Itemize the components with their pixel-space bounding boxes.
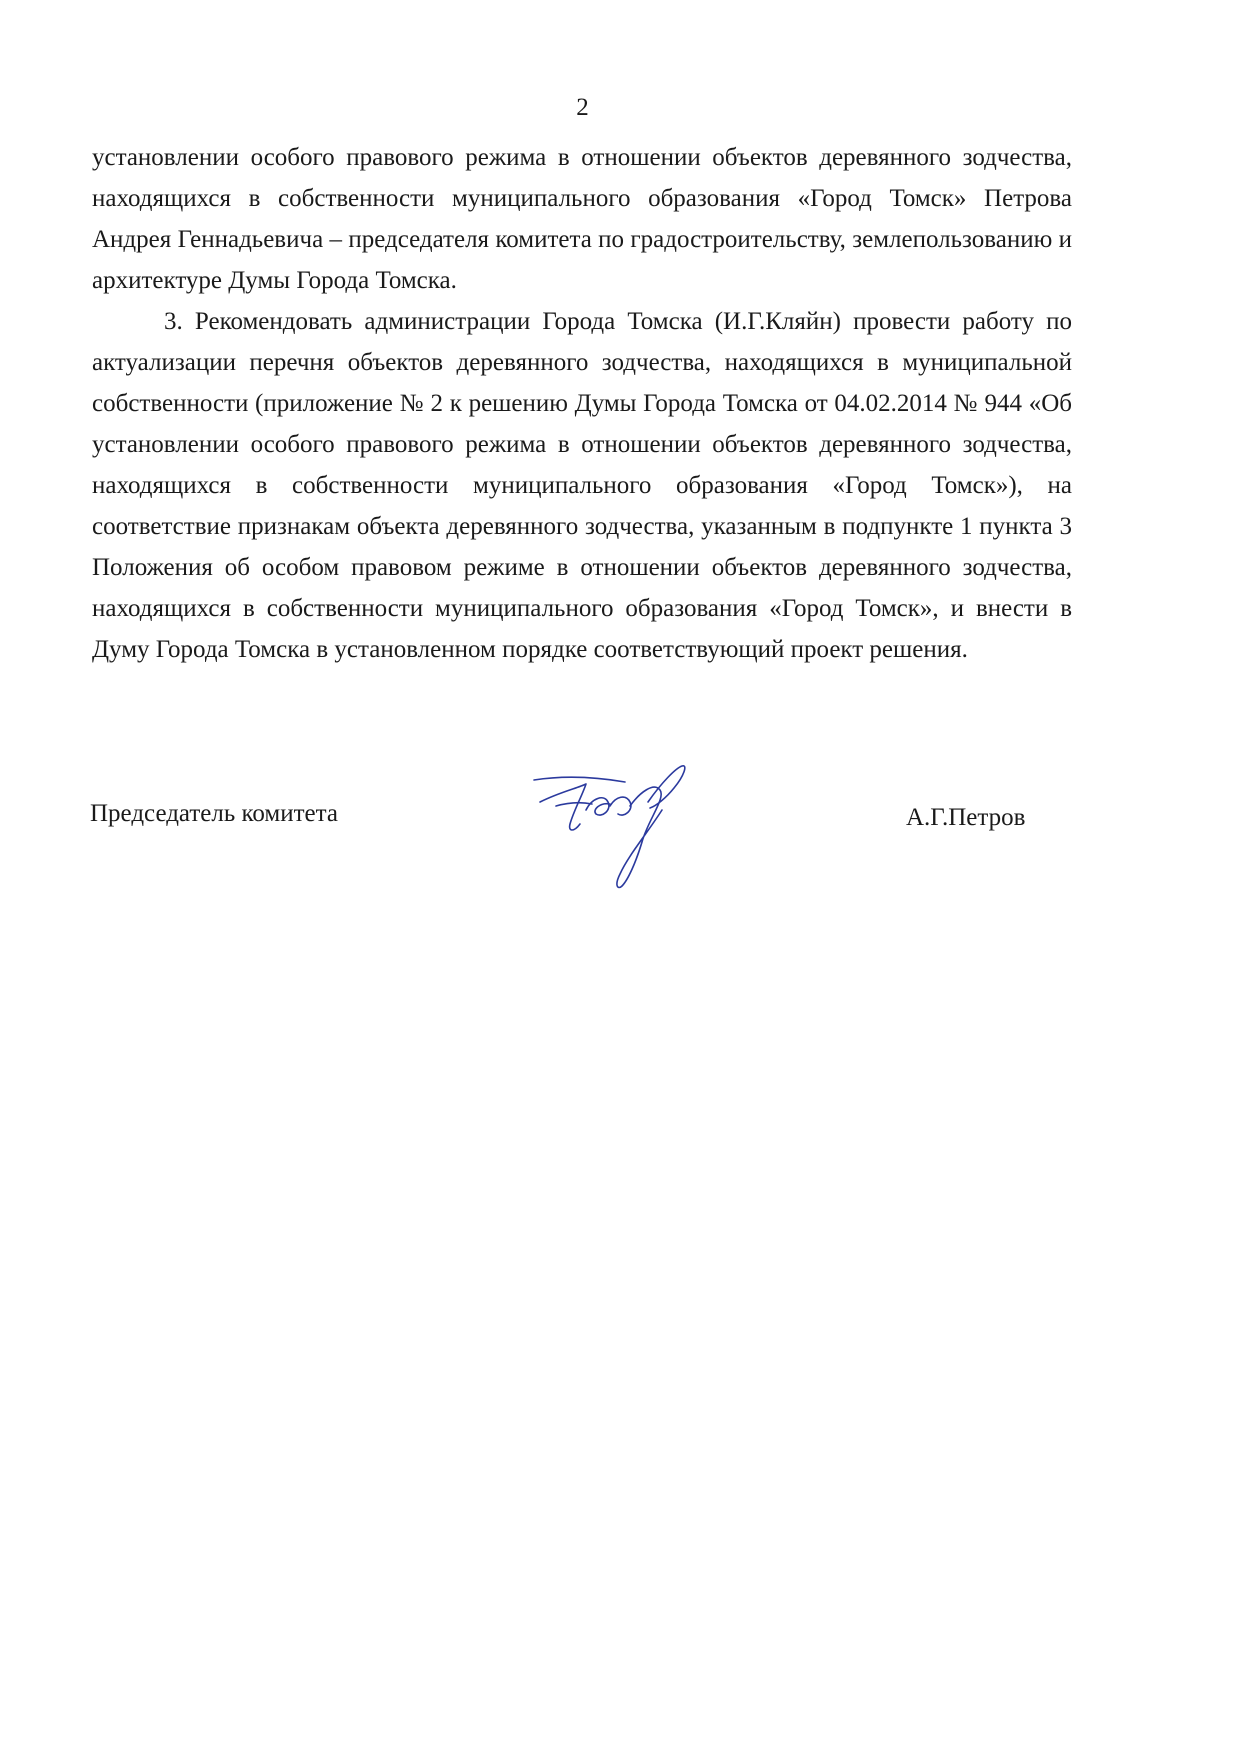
- paragraph-continued: установлении особого правового режима в отношении объектов деревянного зодчества, находящихся в собственности муниципального образования «Город Томск» Петрова Андрея Геннадьевича – председателя комитета по градостроительству, землепользованию и архитектуре Думы Города Томска.: [92, 144, 1072, 294]
- handwritten-signature-icon: [530, 762, 720, 892]
- paragraph-3: 3. Рекомендовать администрации Города Томска (И.Г.Кляйн) провести работу по актуализации перечня объектов деревянного зодчества, находящихся в муниципальной собственности (приложение № 2 к решению Думы Города Томска от 04.02.2014 № 944 «Об установлении особого правового режима в отношении объектов деревянного зодчества, находящихся в собственности муниципального образования «Город Томск»), на соответствие признакам объекта деревянного зодчества, указанным в подпункте 1 пункта 3 Положения об особом правовом режиме в отношении объектов деревянного зодчества, находящихся в собственности муниципального образования «Город Томск», и внести в Думу Города Томска в установленном порядке соответствующий проект решения.: [92, 308, 1072, 663]
- document-body: [92, 137, 1072, 670]
- signatory-name: А.Г.Петров: [906, 804, 1026, 831]
- page-number: 2: [576, 94, 589, 121]
- signatory-title: Председатель комитета: [90, 800, 338, 827]
